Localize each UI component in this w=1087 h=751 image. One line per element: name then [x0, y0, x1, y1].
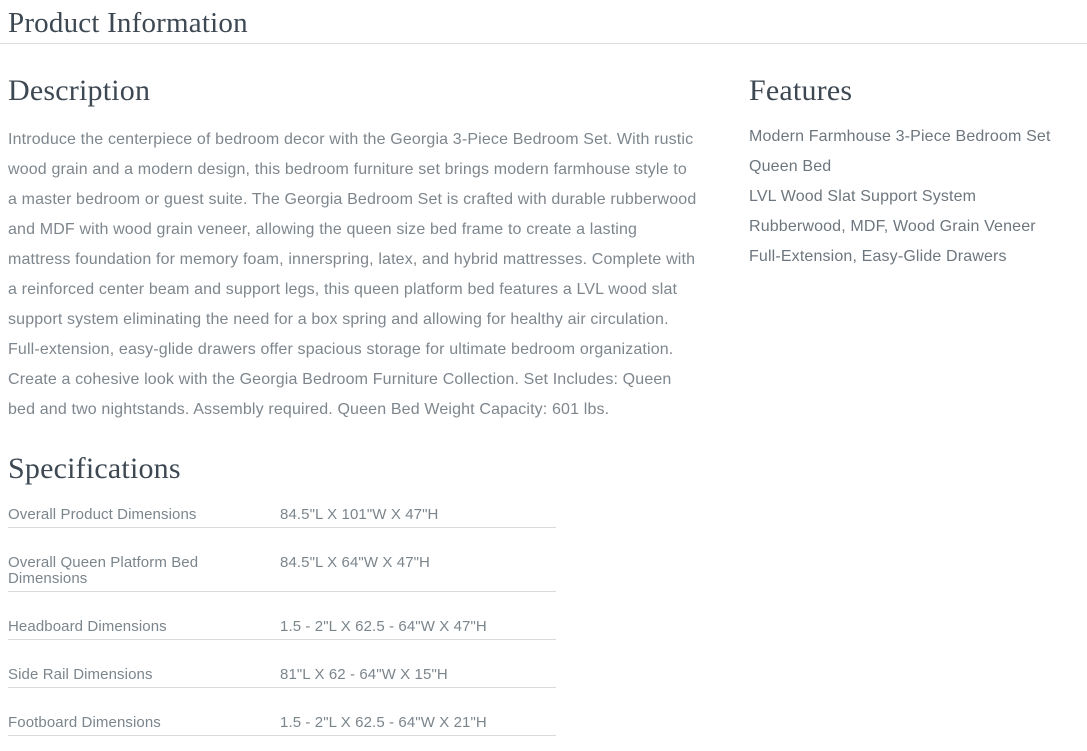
- features-heading: Features: [749, 74, 853, 107]
- features-section: [749, 44, 1079, 425]
- spec-label: Footboard Dimensions: [8, 714, 161, 731]
- spec-value: 84.5"L X 101"W X 47"H: [280, 506, 439, 523]
- feature-item: Rubberwood, MDF, Wood Grain Veneer: [749, 218, 1036, 235]
- feature-item: Full-Extension, Easy-Glide Drawers: [749, 248, 1007, 265]
- spec-value: 1.5 - 2"L X 62.5 - 64"W X 21"H: [280, 714, 487, 731]
- spec-value: 84.5"L X 64"W X 47"H: [280, 554, 430, 571]
- spec-label: Headboard Dimensions: [8, 618, 167, 635]
- spec-label: Side Rail Dimensions: [8, 666, 153, 683]
- feature-item: LVL Wood Slat Support System: [749, 188, 977, 205]
- specifications-section: [8, 425, 1079, 736]
- description-text: Introduce the centerpiece of bedroom decor with the Georgia 3-Piece Bedroom Set. With rustic wood grain and a modern design, this bedroom furniture set brings modern farmhouse style to a master bedroom or guest suite. The Georgia Bedroom Set is crafted with durable rubberwood and MDF with wood grain veneer, allowing the queen size bed frame to create a lasting mattress foundation for memory foam, innerspring, latex, and hybrid mattresses. Complete with a reinforced center beam and support legs, this queen platform bed features a LVL wood slat support system eliminating the need for a box spring and allowing for healthy air circulation. Full-extension, easy-glide drawers offer spacious storage for ultimate bedroom organization. Create a cohesive look with the Georgia Bedroom Furniture Collection. Set Includes: Queen bed and two nightstands. Assembly required. Queen Bed Weight Capacity: 601 lbs.: [8, 131, 697, 418]
- page-title: Product Information: [8, 7, 248, 39]
- description-heading: Description: [8, 74, 151, 107]
- specifications-heading: Specifications: [8, 452, 181, 485]
- feature-item: Modern Farmhouse 3-Piece Bedroom Set: [749, 128, 1051, 145]
- content-columns: [8, 44, 1079, 425]
- feature-item: Queen Bed: [749, 158, 832, 175]
- spec-label: Overall Product Dimensions: [8, 506, 197, 523]
- description-section: [8, 44, 700, 425]
- spec-label: Overall Queen Platform Bed Dimensions: [8, 554, 199, 587]
- spec-row: [8, 555, 556, 592]
- spec-row: [8, 507, 556, 528]
- spec-row: [8, 619, 556, 640]
- specifications-table: [8, 507, 556, 736]
- spec-row: [8, 667, 556, 688]
- spec-row: [8, 715, 556, 736]
- spec-value: 1.5 - 2"L X 62.5 - 64"W X 47"H: [280, 618, 487, 635]
- features-list: [749, 122, 1079, 272]
- spec-value: 81"L X 62 - 64"W X 15"H: [280, 666, 448, 683]
